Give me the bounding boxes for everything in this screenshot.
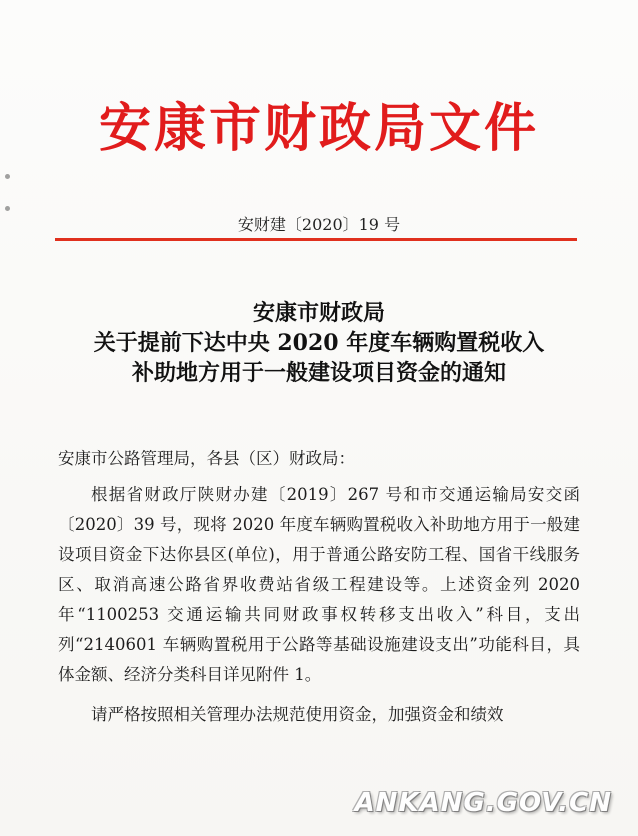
red-divider-line — [55, 238, 577, 241]
document-number: 安财建〔2020〕19 号 — [237, 215, 401, 234]
punch-hole-mark — [5, 174, 10, 179]
document-body — [58, 444, 580, 730]
notice-title — [0, 298, 638, 388]
notice-title-line: 补助地方用于一般建设项目资金的通知 — [131, 360, 506, 386]
site-watermark: ANKANG.GOV.CN — [354, 788, 612, 818]
body-paragraph: 根据省财政厅陕财办建〔2019〕267 号和市交通运输局安交函〔2020〕39 号，现将 2020 年度车辆购置税收入补助地方用于一般建设项目资金下达你县区(单位)，用于普通公路安防工程、国省干线服务区、取消高速公路省界收费站省级工程建设等。上述资金列 2020 年“1100253 交通运输共同财政事权转移支出收入”科目，支出列“2140601 车辆购置税用于公路等基础设施建设支出”功能科目，具体金额、经济分类科目详见附件 1。 — [58, 485, 580, 684]
punch-hole-mark — [5, 206, 10, 211]
notice-title-line: 安康市财政局 — [252, 300, 385, 326]
body-paragraph: 请严格按照相关管理办法规范使用资金，加强资金和绩效 — [91, 705, 504, 724]
document-header-title: 安康市财政局文件 — [98, 99, 539, 159]
salutation: 安康市公路管理局，各县（区）财政局： — [58, 449, 355, 468]
notice-title-line: 关于提前下达中央 2020 年度车辆购置税收入 — [93, 330, 545, 356]
